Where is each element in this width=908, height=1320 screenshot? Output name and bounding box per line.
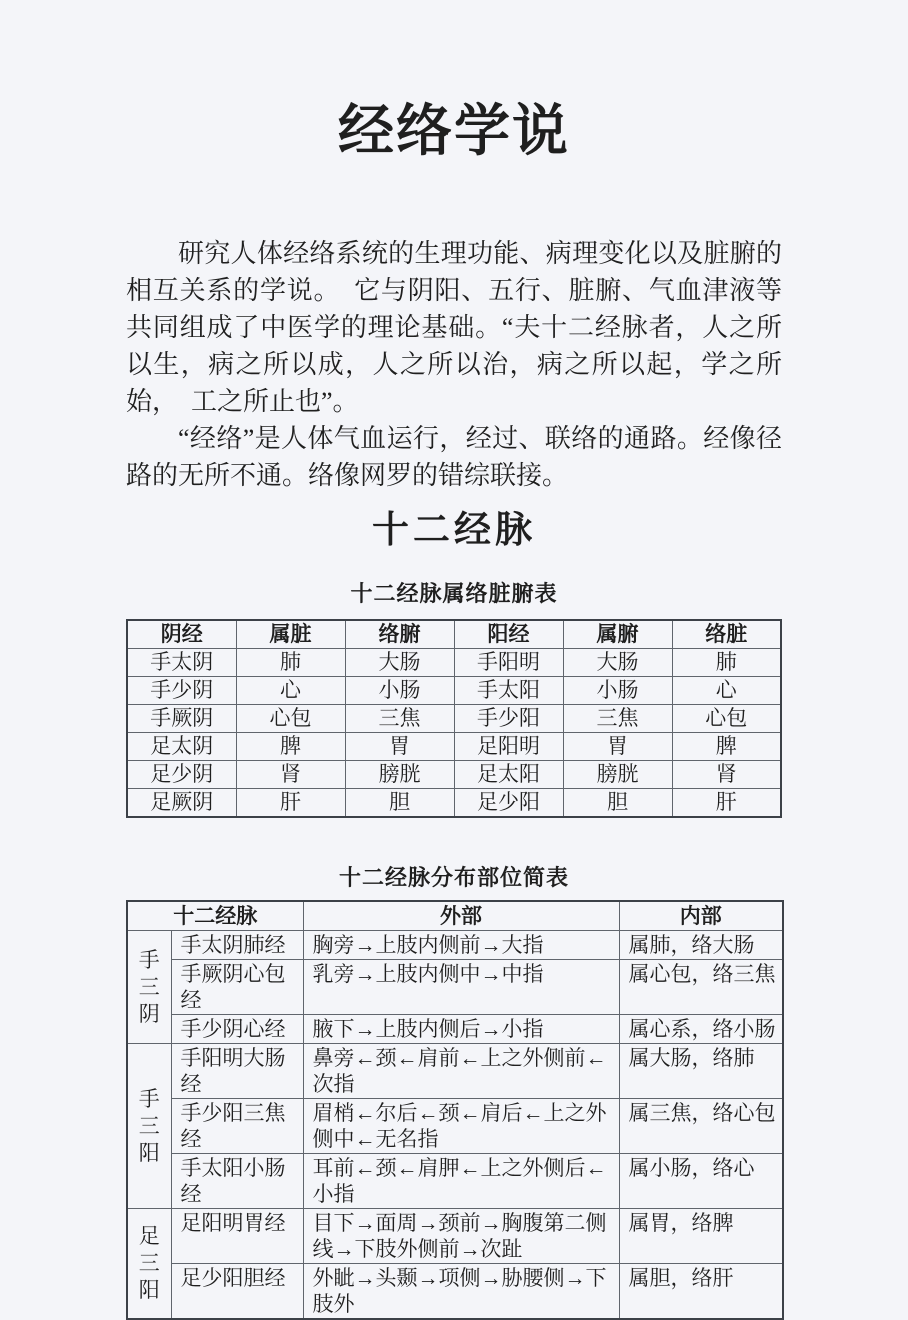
outer-path-cell: 目下→面周→颈前→胸腹第二侧线→下肢外侧前→次趾 [303,1209,619,1264]
table-cell: 大肠 [345,648,454,676]
intro-paragraph-2: “经络”是人体气血运行，经过、联络的通路。经像径路的无所不通。络像网罗的错综联接。 [126,423,782,490]
table-cell: 三焦 [563,704,672,732]
group-label-cell [127,1044,171,1209]
meridian-name-cell: 手少阴心经 [171,1015,303,1044]
table2-caption: 十二经脉分布部位简表 [338,864,569,890]
outer-path-cell: 耳前←颈←肩胛←上之外侧后←小指 [303,1154,619,1209]
header-cell: 阳经 [454,620,563,649]
table-cell: 手太阳 [454,676,563,704]
table-row [127,1015,783,1044]
table-cell: 肺 [672,648,781,676]
table-cell: 足少阴 [127,760,236,788]
table-cell: 胃 [345,732,454,760]
table-cell: 手阳明 [454,648,563,676]
table-cell: 心包 [672,704,781,732]
table-row [127,1099,783,1154]
header-cell: 内部 [619,901,783,931]
document-title: 经络学说 [338,101,570,163]
table-cell: 肾 [672,760,781,788]
meridian-name-cell: 手太阳小肠经 [171,1154,303,1209]
inner-relation-cell: 属肺，络大肠 [619,931,783,960]
table-cell: 足少阳 [454,788,563,817]
table-row [127,704,781,732]
group-label: 手三阳 [138,1086,160,1165]
table-cell: 心 [672,676,781,704]
table1-caption: 十二经脉属络脏腑表 [350,581,558,607]
meridian-name-cell: 足阳明胃经 [171,1209,303,1264]
header-cell: 络脏 [672,620,781,649]
table-row [127,676,781,704]
meridian-name-cell: 手少阳三焦经 [171,1099,303,1154]
table-cell: 肾 [236,760,345,788]
inner-relation-cell: 属胃，络脾 [619,1209,783,1264]
table-row [127,1264,783,1320]
outer-path-cell: 眉梢←尔后←颈←肩后←上之外侧中←无名指 [303,1099,619,1154]
group-label-cell [127,931,171,1044]
outer-path-cell: 腋下→上肢内侧后→小指 [303,1015,619,1044]
meridian-name-cell: 手太阴肺经 [171,931,303,960]
table-row [127,1209,783,1264]
header-cell: 属脏 [236,620,345,649]
table-cell: 三焦 [345,704,454,732]
inner-relation-cell: 属胆，络肝 [619,1264,783,1320]
meridian-name-cell: 手阳明大肠经 [171,1044,303,1099]
table-cell: 手少阳 [454,704,563,732]
group-label: 足三阳 [138,1224,160,1303]
header-cell: 属腑 [563,620,672,649]
inner-relation-cell: 属心包，络三焦 [619,960,783,1015]
intro-text [126,235,782,494]
inner-relation-cell: 属大肠，络肺 [619,1044,783,1099]
header-cell: 阴经 [127,620,236,649]
table-cell: 足太阴 [127,732,236,760]
table-row [127,648,781,676]
table-cell: 手太阴 [127,648,236,676]
table-row [127,788,781,817]
table-cell: 心包 [236,704,345,732]
table-cell: 胆 [563,788,672,817]
section-title: 十二经脉 [372,509,536,551]
table-cell: 肺 [236,648,345,676]
meridian-distribution-table [126,900,784,1320]
table-header-row [127,620,781,649]
inner-relation-cell: 属三焦，络心包 [619,1099,783,1154]
meridian-organ-table [126,619,782,818]
table-header-row [127,901,783,931]
table-row [127,931,783,960]
group-label-cell [127,1209,171,1320]
table-cell: 胃 [563,732,672,760]
outer-path-cell: 胸旁→上肢内侧前→大指 [303,931,619,960]
table-cell: 小肠 [345,676,454,704]
table-row [127,732,781,760]
inner-relation-cell: 属心系，络小肠 [619,1015,783,1044]
table-cell: 肝 [236,788,345,817]
table-row [127,760,781,788]
header-cell: 络腑 [345,620,454,649]
group-label: 手三阴 [138,947,160,1026]
inner-relation-cell: 属小肠，络心 [619,1154,783,1209]
table-cell: 脾 [672,732,781,760]
table-cell: 手少阴 [127,676,236,704]
table-cell: 足太阳 [454,760,563,788]
document-page [126,0,782,1320]
table-cell: 小肠 [563,676,672,704]
table-cell: 手厥阴 [127,704,236,732]
table-cell: 胆 [345,788,454,817]
table-cell: 脾 [236,732,345,760]
table-row [127,960,783,1015]
outer-path-cell: 外眦→头颞→项侧→胁腰侧→下肢外 [303,1264,619,1320]
meridian-name-cell: 手厥阴心包经 [171,960,303,1015]
table-cell: 膀胱 [345,760,454,788]
table-cell: 足阳明 [454,732,563,760]
table-row [127,1044,783,1099]
table-cell: 膀胱 [563,760,672,788]
table-cell: 大肠 [563,648,672,676]
table-row [127,1154,783,1209]
table-cell: 足厥阴 [127,788,236,817]
outer-path-cell: 乳旁→上肢内侧中→中指 [303,960,619,1015]
table-cell: 肝 [672,788,781,817]
meridian-name-cell: 足少阳胆经 [171,1264,303,1320]
intro-paragraph-1: 研究人体经络系统的生理功能、病理变化以及脏腑的相互关系的学说。 它与阴阳、五行、脏腑、气血津液等共同组成了中医学的理论基础。“夫十二经脉者，人之所以生，病之所以成，人之所以治，病之所以起，学之所始， 工之所止也”。 [126,238,782,416]
outer-path-cell: 鼻旁←颈←肩前←上之外侧前←次指 [303,1044,619,1099]
table-cell: 心 [236,676,345,704]
header-cell: 十二经脉 [127,901,303,931]
header-cell: 外部 [303,901,619,931]
